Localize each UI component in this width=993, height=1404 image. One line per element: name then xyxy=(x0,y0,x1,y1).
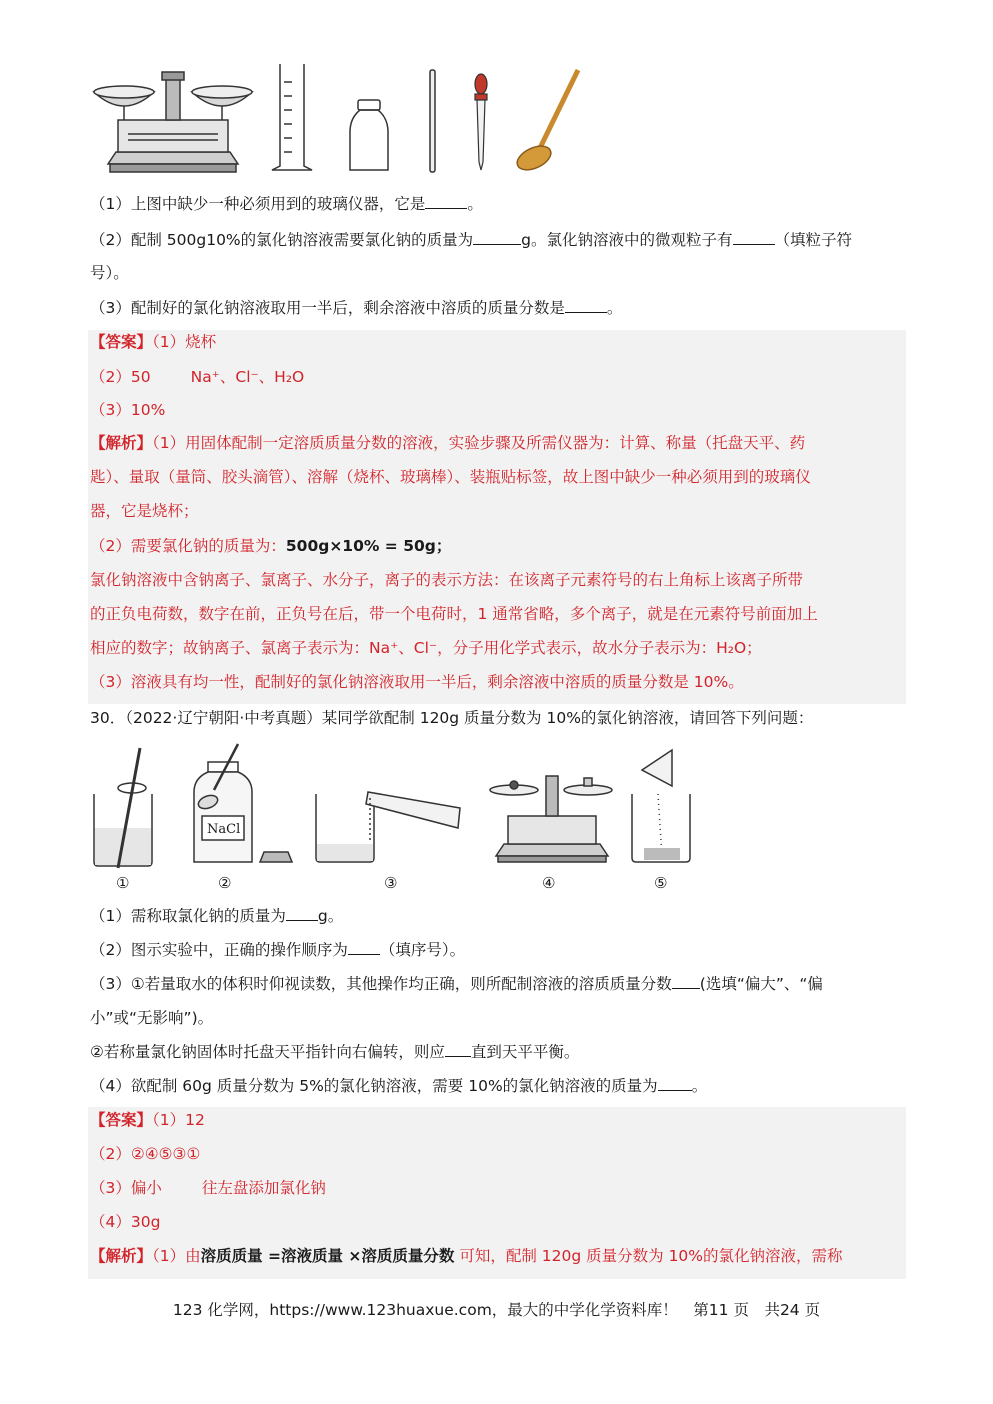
q30-question-3b: 小”或“无影响”)。 xyxy=(90,1009,214,1027)
q30-answer-3: （3）偏小 往左盘添加氯化钠 xyxy=(90,1179,326,1197)
q30-answer-2: （2）②④⑤③① xyxy=(90,1145,201,1163)
analysis-line-8: （3）溶液具有均一性，配制好的氯化钠溶液取用一半后，剩余溶液中溶质的质量分数是 10%。 xyxy=(90,673,744,691)
q30-question-4: （4）欲配制 60g 质量分数为 5%的氯化钠溶液，需要 10%的氯化钠溶液的质量为 。 xyxy=(90,1077,708,1095)
glass-rod-icon xyxy=(430,70,435,172)
stopper-icon xyxy=(260,852,292,862)
graduated-cylinder-icon xyxy=(272,64,312,170)
question-1: （1）上图中缺少一种必须用到的玻璃仪器，它是 。 xyxy=(90,195,483,213)
question-3: （3）配制好的氯化钠溶液取用一半后，剩余溶液中溶质的质量分数是 。 xyxy=(90,299,623,317)
beaker-stirring-icon xyxy=(94,748,152,868)
q30-answer-1: 【答案】（1）12 xyxy=(90,1111,205,1129)
question-2-cont: 号）。 xyxy=(90,264,129,282)
nacl-bottle-icon xyxy=(194,744,252,862)
q30-answer-4: （4）30g xyxy=(90,1213,161,1231)
q30-question-3a: （3）①若量取水的体积时仰视读数，其他操作均正确，则所配制溶液的溶质质量分数 (选填“偏大”、“偏 xyxy=(90,975,823,993)
equipment-figure xyxy=(88,62,588,180)
step-label-1: ① xyxy=(116,874,130,892)
beaker-adding-icon xyxy=(632,750,690,862)
answer-2: （2）50 Na⁺、Cl⁻、H₂O xyxy=(90,368,305,386)
reagent-bottle-icon xyxy=(350,100,388,170)
step-label-2: ② xyxy=(218,874,232,892)
step-label-5: ⑤ xyxy=(654,874,668,892)
answer-1: 【答案】（1）烧杯 xyxy=(90,333,217,351)
dropper-icon xyxy=(475,74,487,170)
step-label-4: ④ xyxy=(542,874,556,892)
balance-icon xyxy=(94,72,252,172)
answer-3: （3）10% xyxy=(90,401,166,419)
step-label-3: ③ xyxy=(384,874,398,892)
analysis-line-1: 【解析】（1）用固体配制一定溶质质量分数的溶液，实验步骤及所需仪器为：计算、称量（托盘天平、药 xyxy=(90,434,806,452)
analysis-line-7: 相应的数字；故钠离子、氯离子表示为：Na⁺、Cl⁻，分子用化学式表示，故水分子表示为：H₂O； xyxy=(90,639,762,657)
page-footer: 123 化学网，https://www.123huaxue.com，最大的中学化学资料库！ 第11 页 共24 页 xyxy=(172,1301,821,1319)
analysis-line-3: 器，它是烧杯； xyxy=(90,502,199,520)
q30-question-2: （2）图示实验中，正确的操作顺序为 （填序号）。 xyxy=(90,941,466,959)
q30-question-1: （1）需称取氯化钠的质量为 g。 xyxy=(90,907,344,925)
balance-weighing-icon xyxy=(490,776,612,862)
nacl-label: NaCl xyxy=(207,822,241,837)
question-30-stem: 30．（2022·辽宁朝阳·中考真题）某同学欲配制 120g 质量分数为 10%的氯化钠溶液，请回答下列问题： xyxy=(90,709,814,727)
procedure-figure xyxy=(88,738,708,898)
analysis-line-4: （2）需要氯化钠的质量为：500g×10% = 50g； xyxy=(90,537,452,555)
analysis-line-2: 匙）、量取（量筒、胶头滴管）、溶解（烧杯、玻璃棒）、装瓶贴标签，故上图中缺少一种必须用到的玻璃仪 xyxy=(90,468,811,486)
analysis-line-5: 氯化钠溶液中含钠离子、氯离子、水分子，离子的表示方法：在该离子元素符号的右上角标上该离子所带 xyxy=(90,571,804,589)
q30-question-3c: ②若称量氯化钠固体时托盘天平指针向右偏转，则应 直到天平平衡。 xyxy=(90,1043,580,1061)
analysis-line-6: 的正负电荷数，数字在前，正负号在后，带一个电荷时，1 通常省略，多个离子，就是在元素符号前面加上 xyxy=(90,605,818,623)
question-2: （2）配制 500g10%的氯化钠溶液需要氯化钠的质量为 g。氯化钠溶液中的微观粒子有 （填粒子符 xyxy=(90,231,853,249)
beaker-pouring-icon xyxy=(316,792,460,862)
q30-analysis-1: 【解析】（1）由溶质质量 =溶液质量 ×溶质质量分数 可知，配制 120g 质量分数为 10%的氯化钠溶液，需称 xyxy=(90,1247,843,1265)
spoon-icon xyxy=(513,70,578,175)
